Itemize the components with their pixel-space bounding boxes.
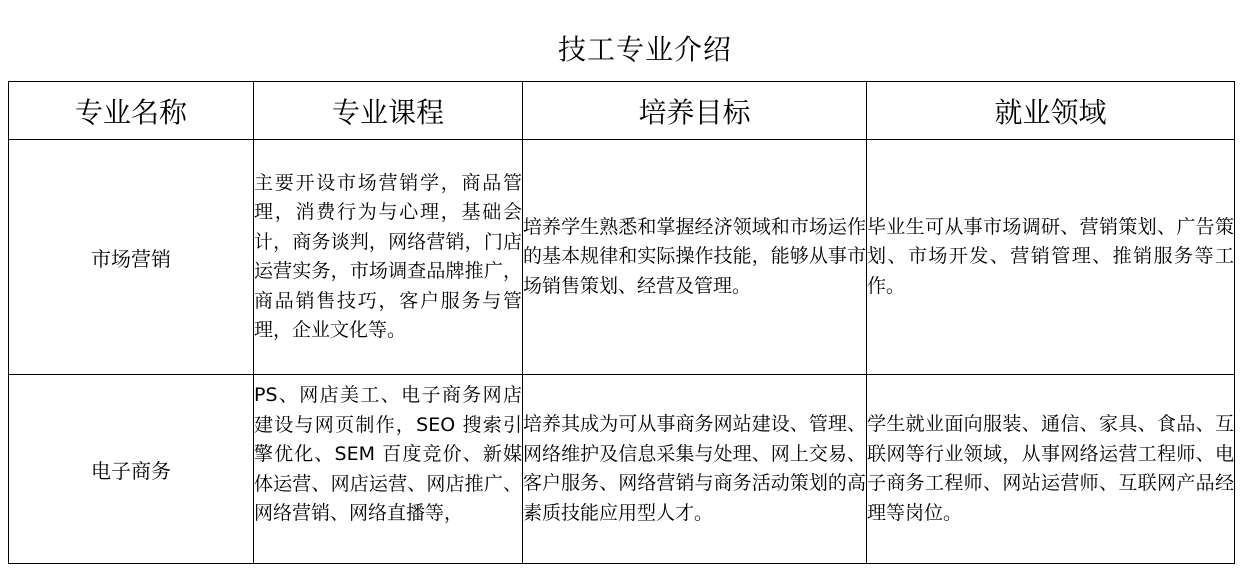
header-career: 就业领域 — [867, 82, 1235, 140]
major-courses: PS、网店美工、电子商务网店建设与网页制作，SEO 搜索引擎优化、SEM 百度竞价、新媒体运营、网店运营、网店推广、网络营销、网络直播等， — [254, 375, 523, 564]
major-courses: 主要开设市场营销学，商品管理，消费行为与心理，基础会计，商务谈判，网络营销，门店运营实务，市场调查品牌推广，商品销售技巧，客户服务与管理，企业文化等。 — [254, 140, 523, 375]
page-title: 技工专业介绍 — [557, 33, 732, 66]
table-row — [9, 375, 1235, 564]
table-row — [9, 140, 1235, 375]
major-goal: 培养其成为可从事商务网站建设、管理、网络维护及信息采集与处理、网上交易、客户服务、网络营销与商务活动策划的高素质技能应用型人才。 — [523, 375, 867, 564]
table-header-row — [9, 82, 1235, 140]
header-courses: 专业课程 — [254, 82, 523, 140]
header-major-name: 专业名称 — [9, 82, 254, 140]
major-career: 学生就业面向服装、通信、家具、食品、互联网等行业领域，从事网络运营工程师、电子商务工程师、网站运营师、互联网产品经理等岗位。 — [867, 375, 1235, 564]
major-career: 毕业生可从事市场调研、营销策划、广告策划、市场开发、营销管理、推销服务等工作。 — [867, 140, 1235, 375]
major-name: 电子商务 — [9, 375, 254, 564]
major-goal: 培养学生熟悉和掌握经济领域和市场运作的基本规律和实际操作技能，能够从事市场销售策划、经营及管理。 — [523, 140, 867, 375]
header-goal: 培养目标 — [523, 82, 867, 140]
majors-table — [8, 81, 1235, 564]
major-name: 市场营销 — [9, 140, 254, 375]
